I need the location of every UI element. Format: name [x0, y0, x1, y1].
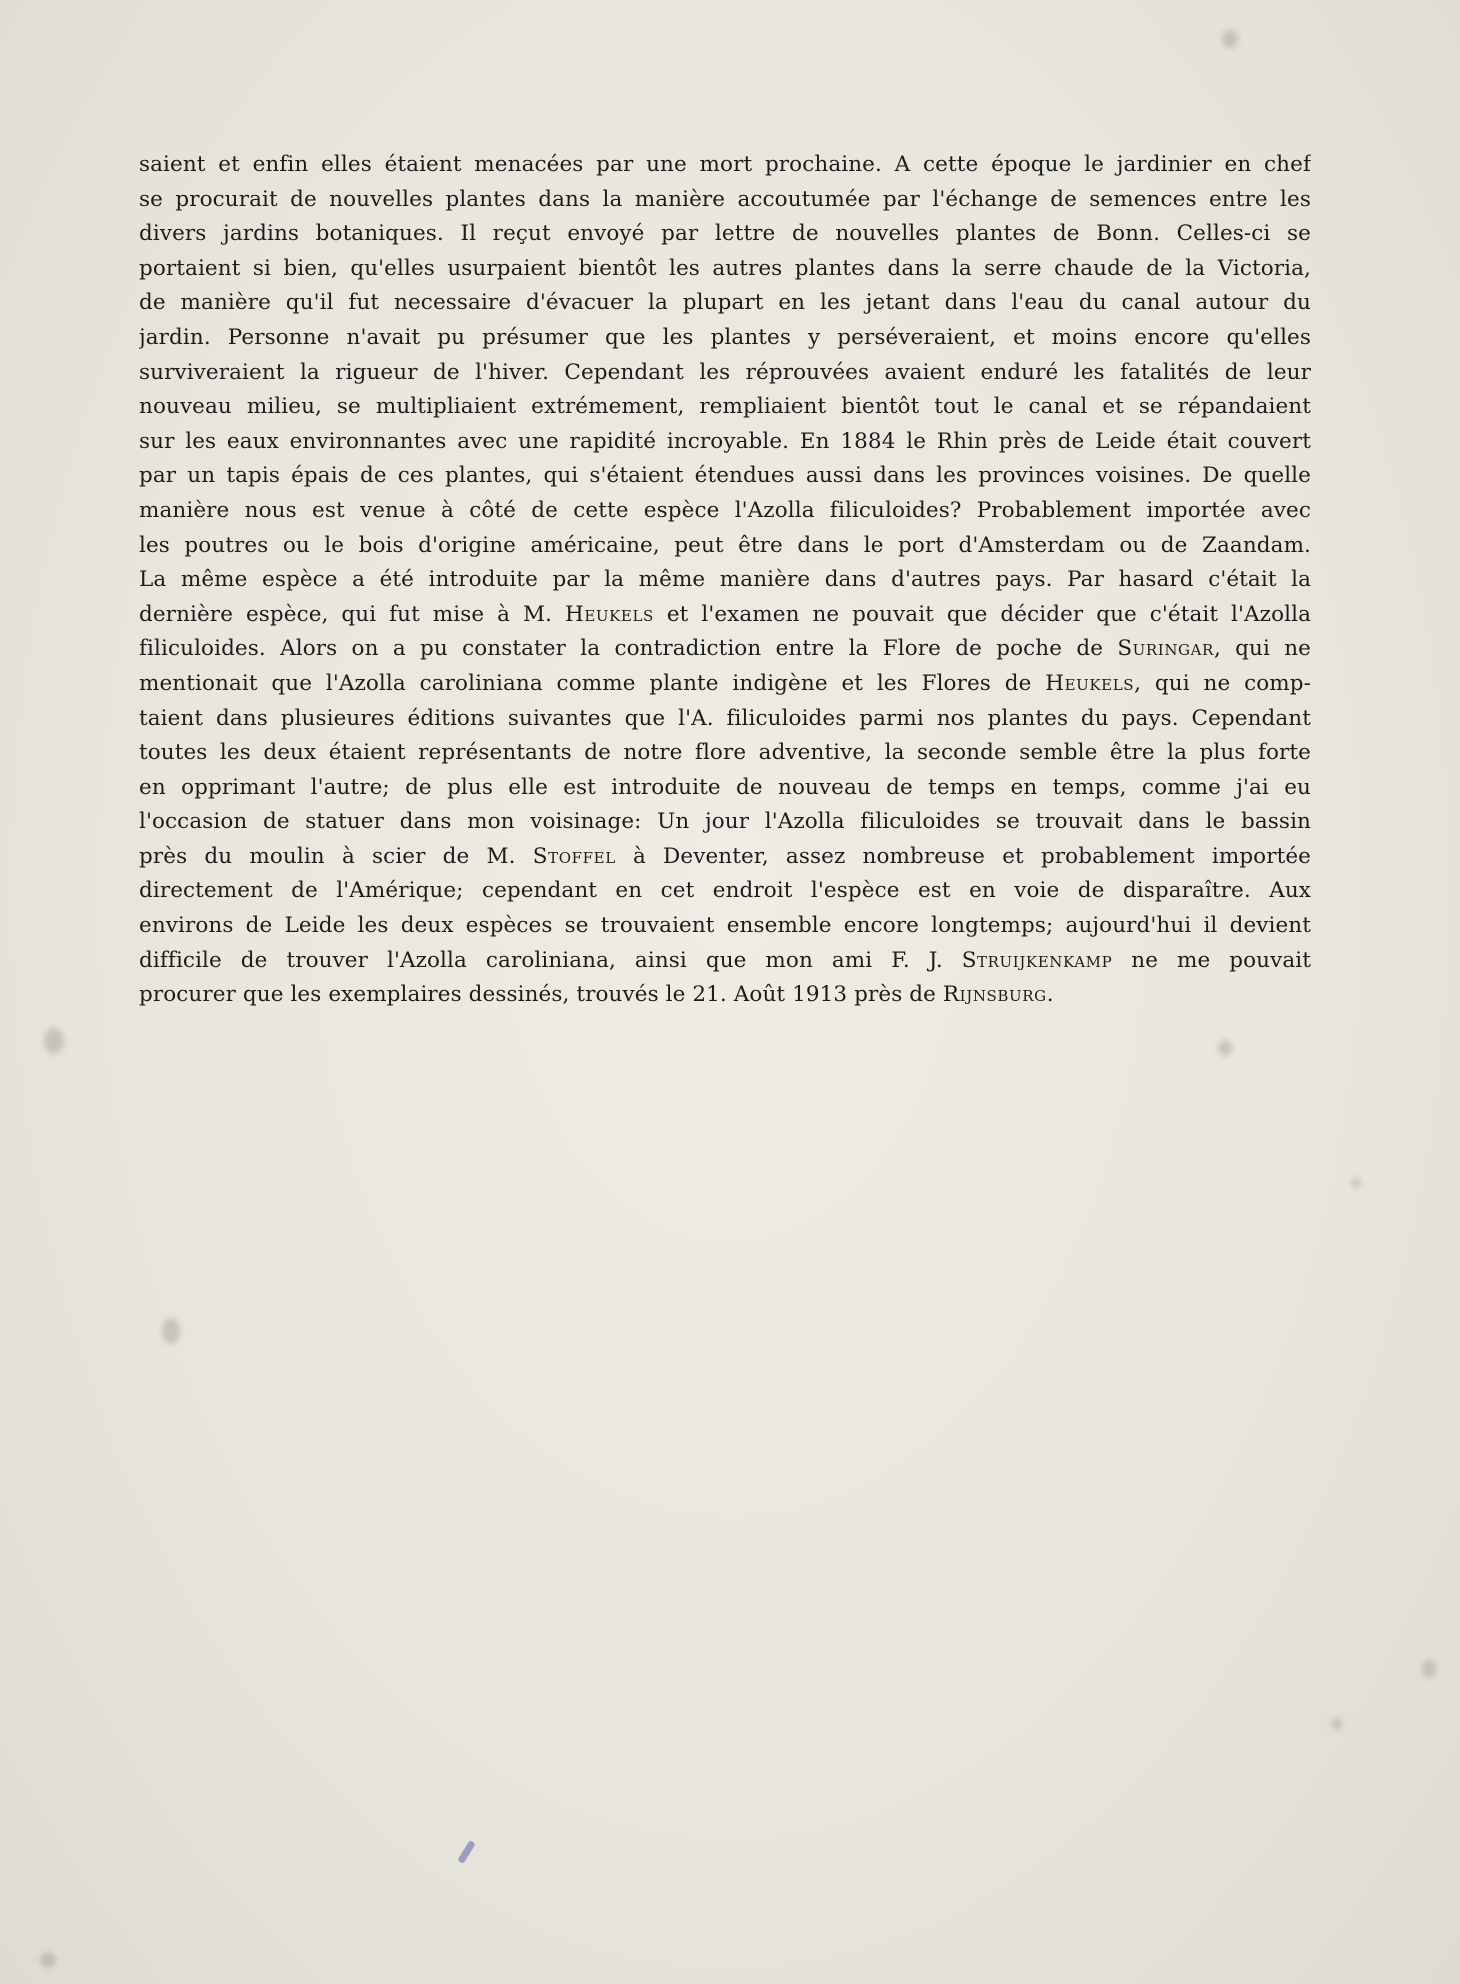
text-line: les poutres ou le bois d'origine américaine, peut être dans le port d'Amsterdam ou de Zaandam. — [139, 532, 1311, 558]
text-line: près du moulin à scier de M. Stoffel à Deventer, assez nombreuse et probablement importée — [139, 843, 1311, 869]
body-text — [139, 148, 1311, 1013]
author-name: Stoffel — [532, 843, 616, 869]
paper-blemish — [44, 1028, 64, 1054]
text-line: par un tapis épais de ces plantes, qui s'étaient étendues aussi dans les provinces voisines. De quelle — [139, 463, 1311, 489]
text-line: nouveau milieu, se multipliaient extrémement, rempliaient bientôt tout le canal et se répandaient — [139, 394, 1311, 420]
text-line: La même espèce a été introduite par la même manière dans d'autres pays. Par hasard c'était la — [139, 567, 1311, 593]
text-line: jardin. Personne n'avait pu présumer que les plantes y perséveraient, et moins encore qu'elles — [139, 324, 1311, 350]
author-name: Suringar — [1117, 636, 1214, 662]
paper-blemish — [1422, 1660, 1436, 1678]
author-name: Heukels — [564, 601, 654, 627]
text-line: mentionait que l'Azolla caroliniana comme plante indigène et les Flores de Heukels, qui ne comp- — [139, 670, 1311, 696]
text-line: difficile de trouver l'Azolla caroliniana, ainsi que mon ami F. J. Struijkenkamp ne me pouvait — [139, 947, 1311, 973]
paper-blemish — [1352, 1178, 1360, 1188]
text-line: filiculoides. Alors on a pu constater la contradiction entre la Flore de poche de Suringar, qui ne — [139, 636, 1311, 662]
author-name: Heukels — [1045, 670, 1135, 696]
text-line: saient et enfin elles étaient menacées par une mort prochaine. A cette époque le jardinier en chef — [139, 152, 1311, 177]
text-line: surviveraient la rigueur de l'hiver. Cependant les réprouvées avaient enduré les fatalités de leur — [139, 359, 1311, 385]
place-name: Rijnsburg — [942, 982, 1047, 1008]
text-line: de manière qu'il fut necessaire d'évacuer la plupart en les jetant dans l'eau du canal autour du — [139, 290, 1311, 316]
text-line: environs de Leide les deux espèces se trouvaient ensemble encore longtemps; aujourd'hui il devient — [139, 913, 1311, 939]
paper-blemish — [162, 1318, 180, 1344]
paper-blemish — [1222, 30, 1238, 48]
text-line: taient dans plusieures éditions suivantes que l'A. filiculoides parmi nos plantes du pays. Cependant — [139, 705, 1311, 731]
ink-mark — [457, 1840, 476, 1864]
paper-blemish — [40, 1952, 56, 1968]
text-line: en opprimant l'autre; de plus elle est introduite de nouveau de temps en temps, comme j'ai eu — [139, 774, 1311, 800]
text-line: dernière espèce, qui fut mise à M. Heukels et l'examen ne pouvait que décider que c'était l'Azolla — [139, 601, 1311, 627]
author-name: Struijkenkamp — [961, 947, 1113, 973]
text-line: se procurait de nouvelles plantes dans la manière accoutumée par l'échange de semences entre les — [139, 186, 1311, 212]
text-line: manière nous est venue à côté de cette espèce l'Azolla filiculoides? Probablement importée avec — [139, 497, 1311, 523]
text-line: sur les eaux environnantes avec une rapidité incroyable. En 1884 le Rhin près de Leide était couvert — [139, 428, 1311, 454]
paper-blemish — [1218, 1040, 1232, 1056]
paper-blemish — [1332, 1718, 1342, 1730]
text-line: portaient si bien, qu'elles usurpaient bientôt les autres plantes dans la serre chaude de la Victoria, — [139, 255, 1311, 281]
text-line: l'occasion de statuer dans mon voisinage: Un jour l'Azolla filiculoides se trouvait dans le bassin — [139, 809, 1311, 835]
text-line: toutes les deux étaient représentants de notre flore adventive, la seconde semble être la plus forte — [139, 740, 1311, 766]
text-line-last: procurer que les exemplaires dessinés, trouvés le 21. Août 1913 près de Rijnsburg. — [139, 982, 1054, 1008]
text-line: directement de l'Amérique; cependant en cet endroit l'espèce est en voie de disparaître. Aux — [139, 878, 1311, 904]
text-line: divers jardins botaniques. Il reçut envoyé par lettre de nouvelles plantes de Bonn. Celles-ci se — [139, 221, 1311, 247]
